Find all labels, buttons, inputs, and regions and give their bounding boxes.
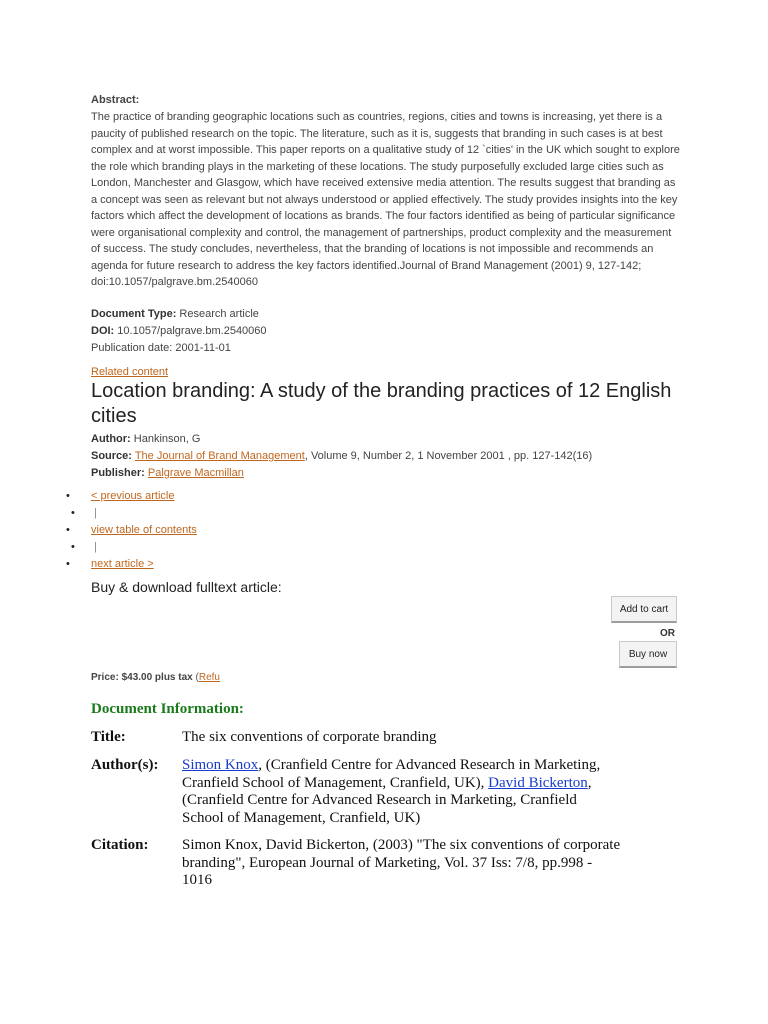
- source-line: [91, 448, 592, 465]
- publication-date: Publication date: 2001-11-01: [91, 342, 231, 354]
- doi-line: [91, 323, 267, 340]
- author-link-simon-knox[interactable]: Simon Knox: [182, 757, 259, 773]
- source-label: Source:: [91, 450, 132, 462]
- bullet-icon: •: [66, 524, 70, 536]
- authors-value: [182, 757, 622, 827]
- author-line: [91, 431, 592, 448]
- next-article-link[interactable]: next article >: [91, 558, 154, 570]
- author1-affiliation: , (Cranfield Centre for Advanced Research in Marketing, Cranfield School of Management, Cranfield, UK),: [182, 757, 601, 791]
- abstract-label: Abstract:: [91, 94, 140, 106]
- price-label: Price: $43.00 plus tax: [91, 672, 193, 683]
- bullet-icon: •: [66, 490, 70, 502]
- source-details: , Volume 9, Number 2, 1 November 2001 , pp. 127-142(16): [304, 450, 593, 462]
- buy-download-heading: Buy & download fulltext article:: [91, 579, 282, 595]
- price-line: [91, 672, 220, 683]
- related-content-link[interactable]: Related content: [91, 366, 169, 378]
- previous-article-link[interactable]: < previous article: [91, 490, 175, 502]
- journal-link[interactable]: The Journal of Brand Management: [134, 450, 305, 462]
- doi-value: 10.1057/palgrave.bm.2540060: [117, 325, 267, 337]
- nav-separator: |: [94, 541, 97, 553]
- author-label: Author:: [91, 433, 131, 445]
- doi-label: DOI:: [91, 325, 115, 337]
- article-info: [91, 431, 592, 482]
- citation-label: Citation:: [91, 837, 149, 853]
- author-link-david-bickerton[interactable]: David Bickerton: [488, 774, 588, 791]
- bullet-icon: •: [71, 507, 75, 519]
- publisher-label: Publisher:: [91, 467, 145, 479]
- or-separator: OR: [660, 628, 675, 639]
- authors-label: Author(s):: [91, 757, 159, 773]
- citation-value: Simon Knox, David Bickerton, (2003) "The six conventions of corporate branding", European Journal of Marketing, Vol. 37 Iss: 7/8, pp.998 - 1016: [182, 837, 621, 888]
- buy-now-button[interactable]: Buy now: [619, 641, 677, 668]
- document-type-line: [91, 306, 267, 323]
- nav-separator: |: [94, 507, 97, 519]
- abstract-text: The practice of branding geographic locations such as countries, regions, cities and towns is increasing, yet there is a paucity of published research on the topic. The literature, such as it is, suggests that branding in such cases is at best complex and at worst impossible. This paper reports on a qualitative study of 12 `cities' in the UK which sought to explore the role which branding plays in the marketing of these locations. The study purposefully excluded large cities such as London, Manchester and Glasgow, which have received extensive media attention. The results suggest that branding as a concept was seen as relevant but not always understood or applied effectively. The study provides insights into the key factors which affect the development of locations as brands. The four factors identified as being of particular significance were organisational complexity and control, the management of partnerships, product complexity and the measurement of success. The study concludes, nevertheless, that the branding of locations is not impossible and recommends an agenda for future research to address the key factors identified.Journal of Brand Management (2001) 9, 127-142; doi:10.1057/palgrave.bm.2540060: [91, 111, 680, 288]
- price-paren: (: [192, 672, 199, 683]
- table-of-contents-link[interactable]: view table of contents: [91, 524, 197, 536]
- publisher-link[interactable]: Palgrave Macmillan: [147, 467, 244, 479]
- article-title: Location branding: A study of the branding practices of 12 English cities: [91, 380, 672, 427]
- document-meta: [91, 306, 267, 357]
- title-value: The six conventions of corporate branding: [182, 729, 437, 745]
- document-information-heading: Document Information:: [91, 701, 244, 717]
- document-type-value: Research article: [179, 308, 259, 320]
- document-type-label: Document Type:: [91, 308, 177, 320]
- publisher-line: [91, 465, 592, 482]
- bullet-icon: •: [71, 541, 75, 553]
- add-to-cart-button[interactable]: Add to cart: [611, 596, 677, 623]
- title-label: Title:: [91, 729, 126, 745]
- author-value: Hankinson, G: [133, 433, 201, 445]
- author2-affiliation: , (Cranfield Centre for Advanced Research in Marketing, Cranfield School of Management, Cranfield, UK): [182, 774, 592, 826]
- refund-link[interactable]: Refu: [198, 672, 220, 683]
- bullet-icon: •: [66, 558, 70, 570]
